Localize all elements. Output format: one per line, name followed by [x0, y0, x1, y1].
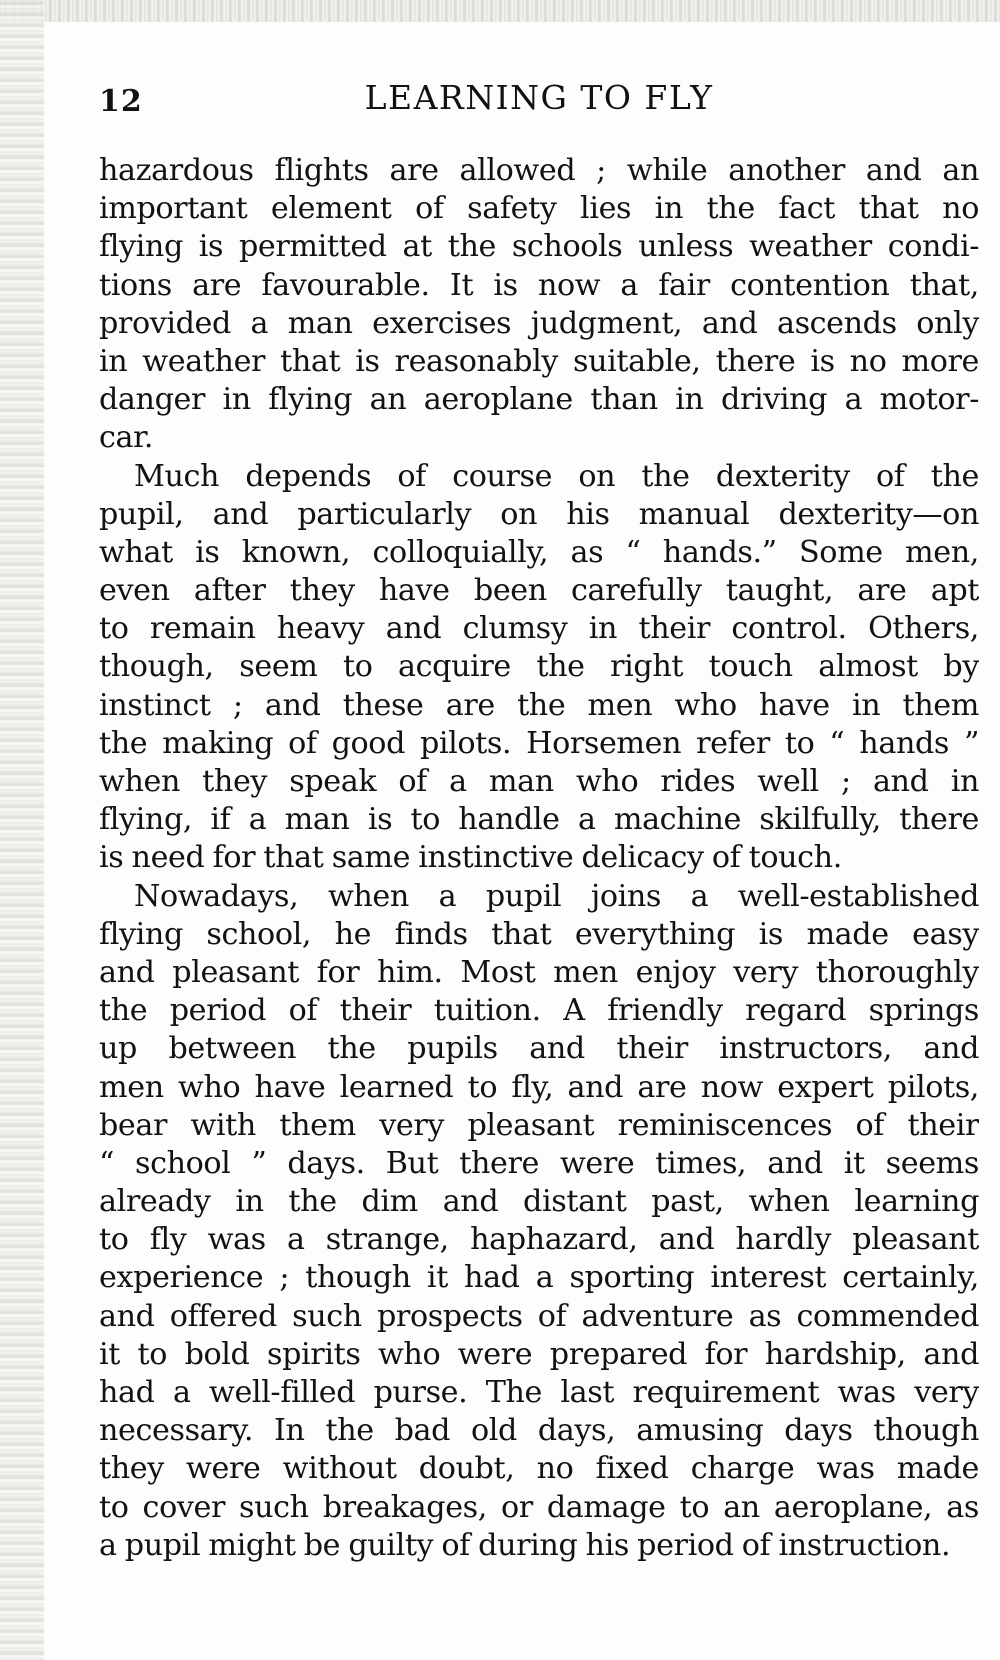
text-line: flying is permitted at the schools unless weather condi- — [99, 229, 979, 265]
text-line: they were without doubt, no fixed charge was made — [99, 1451, 979, 1487]
body-text — [99, 152, 979, 1565]
text-line: car. — [99, 420, 154, 456]
text-line: is need for that same instinctive delicacy of touch. — [99, 840, 842, 876]
text-line: flying, if a man is to handle a machine skilfully, there — [99, 802, 979, 838]
text-line: it to bold spirits who were prepared for hardship, and — [99, 1336, 979, 1372]
text-line: danger in flying an aeroplane than in driving a motor- — [99, 382, 979, 418]
text-line: necessary. In the bad old days, amusing days though — [99, 1413, 979, 1449]
text-line: hazardous flights are allowed ; while another and an — [99, 153, 979, 188]
text-line: experience ; though it had a sporting interest certainly, — [99, 1260, 979, 1296]
text-line: men who have learned to fly, and are now expert pilots, — [99, 1069, 979, 1105]
text-line: in weather that is reasonably suitable, there is no more — [99, 343, 979, 379]
text-line: had a well-filled purse. The last requirement was very — [99, 1375, 979, 1410]
text-line: a pupil might be guilty of during his period of instruction. — [99, 1527, 951, 1563]
text-line: the making of good pilots. Horsemen refer to “ hands ” — [99, 725, 979, 761]
text-line: to cover such breakages, or damage to an aeroplane, as — [99, 1489, 979, 1525]
text-line: up between the pupils and their instructors, and — [99, 1031, 979, 1067]
text-line: pupil, and particularly on his manual dexterity—on — [99, 496, 979, 532]
page-number: 12 — [99, 84, 143, 119]
text-line: what is known, colloquially, as “ hands.” Some men, — [99, 534, 979, 570]
paragraph-start-line: Much depends of course on the dexterity of the — [134, 458, 979, 494]
running-title: LEARNING TO FLY — [364, 78, 714, 117]
page-top-edge — [0, 0, 1000, 22]
text-line: already in the dim and distant past, when learning — [99, 1184, 979, 1220]
text-line: flying school, he finds that everything is made easy — [99, 916, 979, 952]
paragraph-start-line: Nowadays, when a pupil joins a well-established — [134, 878, 979, 914]
text-line: important element of safety lies in the fact that no — [99, 191, 979, 227]
text-line: to fly was a strange, haphazard, and hardly pleasant — [99, 1222, 979, 1258]
text-line: even after they have been carefully taught, are apt — [99, 573, 979, 609]
text-line: instinct ; and these are the men who have in them — [99, 687, 979, 723]
text-line: bear with them very pleasant reminiscences of their — [99, 1107, 979, 1143]
text-line: and offered such prospects of adventure as commended — [99, 1298, 979, 1334]
text-line: the period of their tuition. A friendly regard springs — [99, 993, 979, 1029]
text-line: when they speak of a man who rides well ; and in — [99, 764, 979, 799]
text-line: provided a man exercises judgment, and ascends only — [99, 305, 979, 341]
page-left-edge — [0, 0, 44, 1660]
text-line: though, seem to acquire the right touch almost by — [99, 649, 979, 685]
page-header — [99, 78, 979, 126]
text-line: tions are favourable. It is now a fair contention that, — [99, 267, 979, 303]
text-line: to remain heavy and clumsy in their control. Others, — [99, 611, 979, 647]
text-line: and pleasant for him. Most men enjoy very thoroughly — [99, 954, 979, 990]
text-line: “ school ” days. But there were times, and it seems — [99, 1145, 979, 1181]
